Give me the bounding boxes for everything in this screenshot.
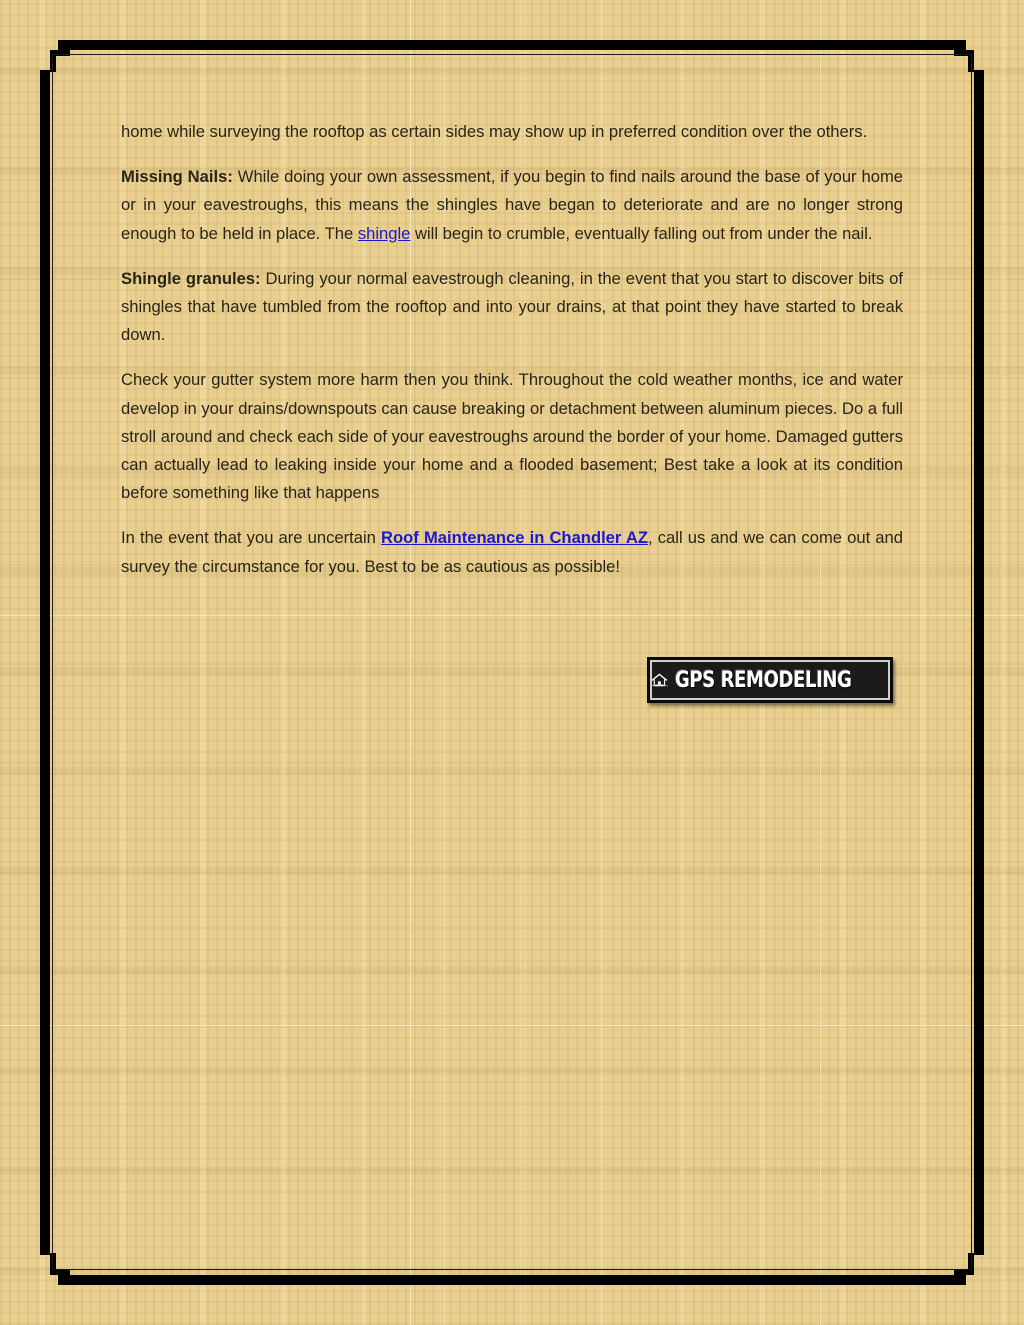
paragraph-missing-nails: [121, 163, 903, 248]
paragraph-gutter-check: [121, 366, 903, 507]
paragraph-text: During your normal eavestrough cleaning, in the event that you start to discover bits of shingles that have tumbled from the rooftop and into your drains, at that point they have started to break down.: [121, 268, 903, 345]
shingle-link[interactable]: shingle: [357, 223, 411, 243]
paragraph-text: home while surveying the rooftop as certain sides may show up in preferred condition over the others.: [121, 122, 868, 141]
paragraph-contact: [121, 524, 903, 580]
logo-text: GPS REMODELING: [674, 667, 852, 693]
paragraph-heading: Missing Nails:: [121, 167, 233, 187]
paragraph-text: In the event that you are uncertain: [121, 528, 382, 548]
paragraph-text: While doing your own assessment, if you begin to find nails around the base of your home or in your eavestroughs, this means the shingles have began to deteriorate and are no longer strong enough to be held in place. The: [121, 167, 903, 243]
paragraph-text: , call us and we can come out and survey the circumstance for you. Best to be as cautious as possible!: [121, 528, 903, 576]
paragraph-heading: Shingle granules:: [121, 268, 261, 288]
house-icon: [650, 664, 669, 696]
paragraph-shingle-granules: [121, 265, 903, 350]
document-body: [121, 118, 903, 598]
gps-remodeling-logo[interactable]: [647, 657, 893, 703]
paragraph-text: will begin to crumble, eventually falling out from under the nail.: [410, 223, 873, 243]
paragraph-intro: [121, 118, 903, 146]
roof-maintenance-link[interactable]: Roof Maintenance in Chandler AZ: [381, 528, 648, 548]
paragraph-text: Check your gutter system more harm then you think. Throughout the cold weather months, ice and water develop in your drains/downspouts can cause breaking or detachment between aluminum pieces. Do a full stroll around and check each side of your eavestroughs around the border of your home. Damaged gutters can actually lead to leaking inside your home and a flooded basement; Best take a look at its condition before something like that happens: [121, 370, 903, 503]
